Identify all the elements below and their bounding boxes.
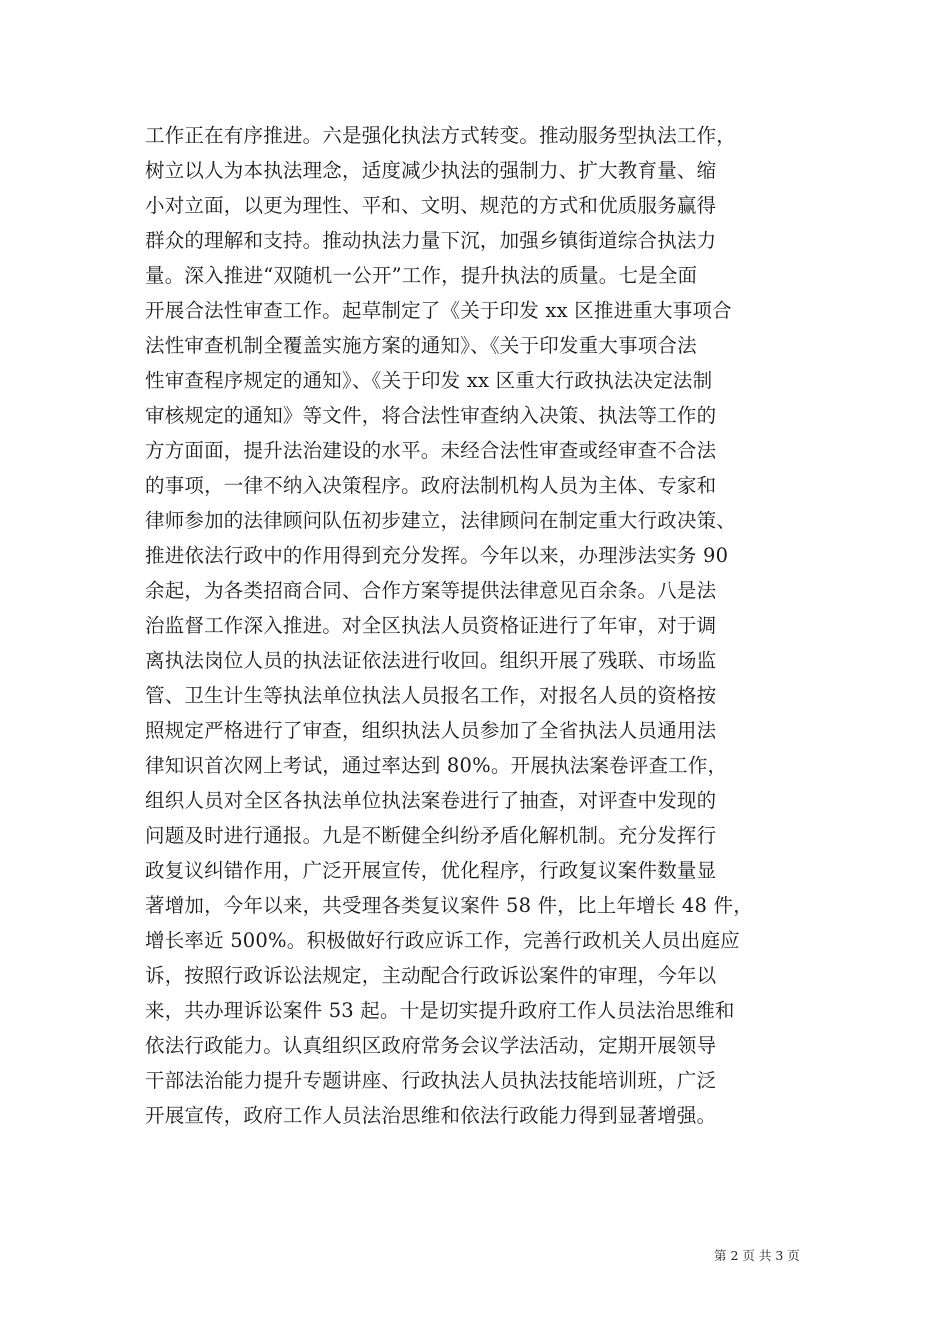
text-line: 量。深入推进“双随机一公开”工作，提升执法的质量。七是全面 [145,264,698,287]
text-line: 组织人员对全区各执法单位执法案卷进行了抽查，对评查中发现的 [145,789,717,812]
text-line: 审核规定的通知》等文件，将合法性审查纳入决策、执法等工作的 [145,404,717,427]
text-line: 推进依法行政中的作用得到充分发挥。今年以来，办理涉法实务 90 [145,544,729,567]
text-line: 律师参加的法律顾问队伍初步建立，法律顾问在制定重大行政决策、 [145,509,737,532]
text-line: 小对立面，以更为理性、平和、文明、规范的方式和优质服务赢得 [145,194,717,217]
text-line: 干部法治能力提升专题讲座、行政执法人员执法技能培训班，广泛 [145,1069,717,1092]
text-line: 治监督工作深入推进。对全区执法人员资格证进行了年审，对于调 [145,614,717,637]
body-paragraph [145,118,810,1133]
text-line: 政复议纠错作用，广泛开展宣传，优化程序，行政复议案件数量显 [145,859,717,882]
text-line: 照规定严格进行了审查，组织执法人员参加了全省执法人员通用法 [145,719,717,742]
text-line: 性审查程序规定的通知》、《关于印发 xx 区重大行政执法决定法制 [145,369,713,392]
text-line: 法性审查机制全覆盖实施方案的通知》、《关于印发重大事项合法 [145,334,697,357]
text-line: 问题及时进行通报。九是不断健全纠纷矛盾化解机制。充分发挥行 [145,824,717,847]
text-line: 律知识首次网上考试，通过率达到 80%。开展执法案卷评查工作， [145,754,728,777]
text-line: 依法行政能力。认真组织区政府常务会议学法活动，定期开展领导 [145,1034,717,1057]
text-line: 诉，按照行政诉讼法规定，主动配合行政诉讼案件的审理，今年以 [145,964,717,987]
text-line: 余起，为各类招商合同、合作方案等提供法律意见百余条。八是法 [145,579,717,602]
text-line: 开展宣传，政府工作人员法治思维和依法行政能力得到显著增强。 [145,1104,717,1127]
text-line: 的事项，一律不纳入决策程序。政府法制机构人员为主体、专家和 [145,474,717,497]
text-line: 管、卫生计生等执法单位执法人员报名工作，对报名人员的资格按 [145,684,717,707]
text-line: 工作正在有序推进。六是强化执法方式转变。推动服务型执法工作， [145,124,737,147]
text-line: 开展合法性审查工作。起草制定了《关于印发 xx 区推进重大事项合 [145,299,732,322]
text-line: 来，共办理诉讼案件 53 起。十是切实提升政府工作人员法治思维和 [145,999,735,1022]
text-line: 著增加，今年以来，共受理各类复议案件 58 件，比上年增长 48 件， [145,894,753,917]
text-line: 离执法岗位人员的执法证依法进行收回。组织开展了残联、市场监 [145,649,717,672]
text-line: 方方面面，提升法治建设的水平。未经合法性审查或经审查不合法 [145,439,717,462]
page-number-footer: 第 2 页 共 3 页 [714,1248,800,1263]
text-line: 增长率近 500%。积极做好行政应诉工作，完善行政机关人员出庭应 [145,929,740,952]
text-line: 树立以人为本执法理念，适度减少执法的强制力、扩大教育量、缩 [145,159,717,182]
text-line: 群众的理解和支持。推动执法力量下沉，加强乡镇街道综合执法力 [145,229,717,252]
